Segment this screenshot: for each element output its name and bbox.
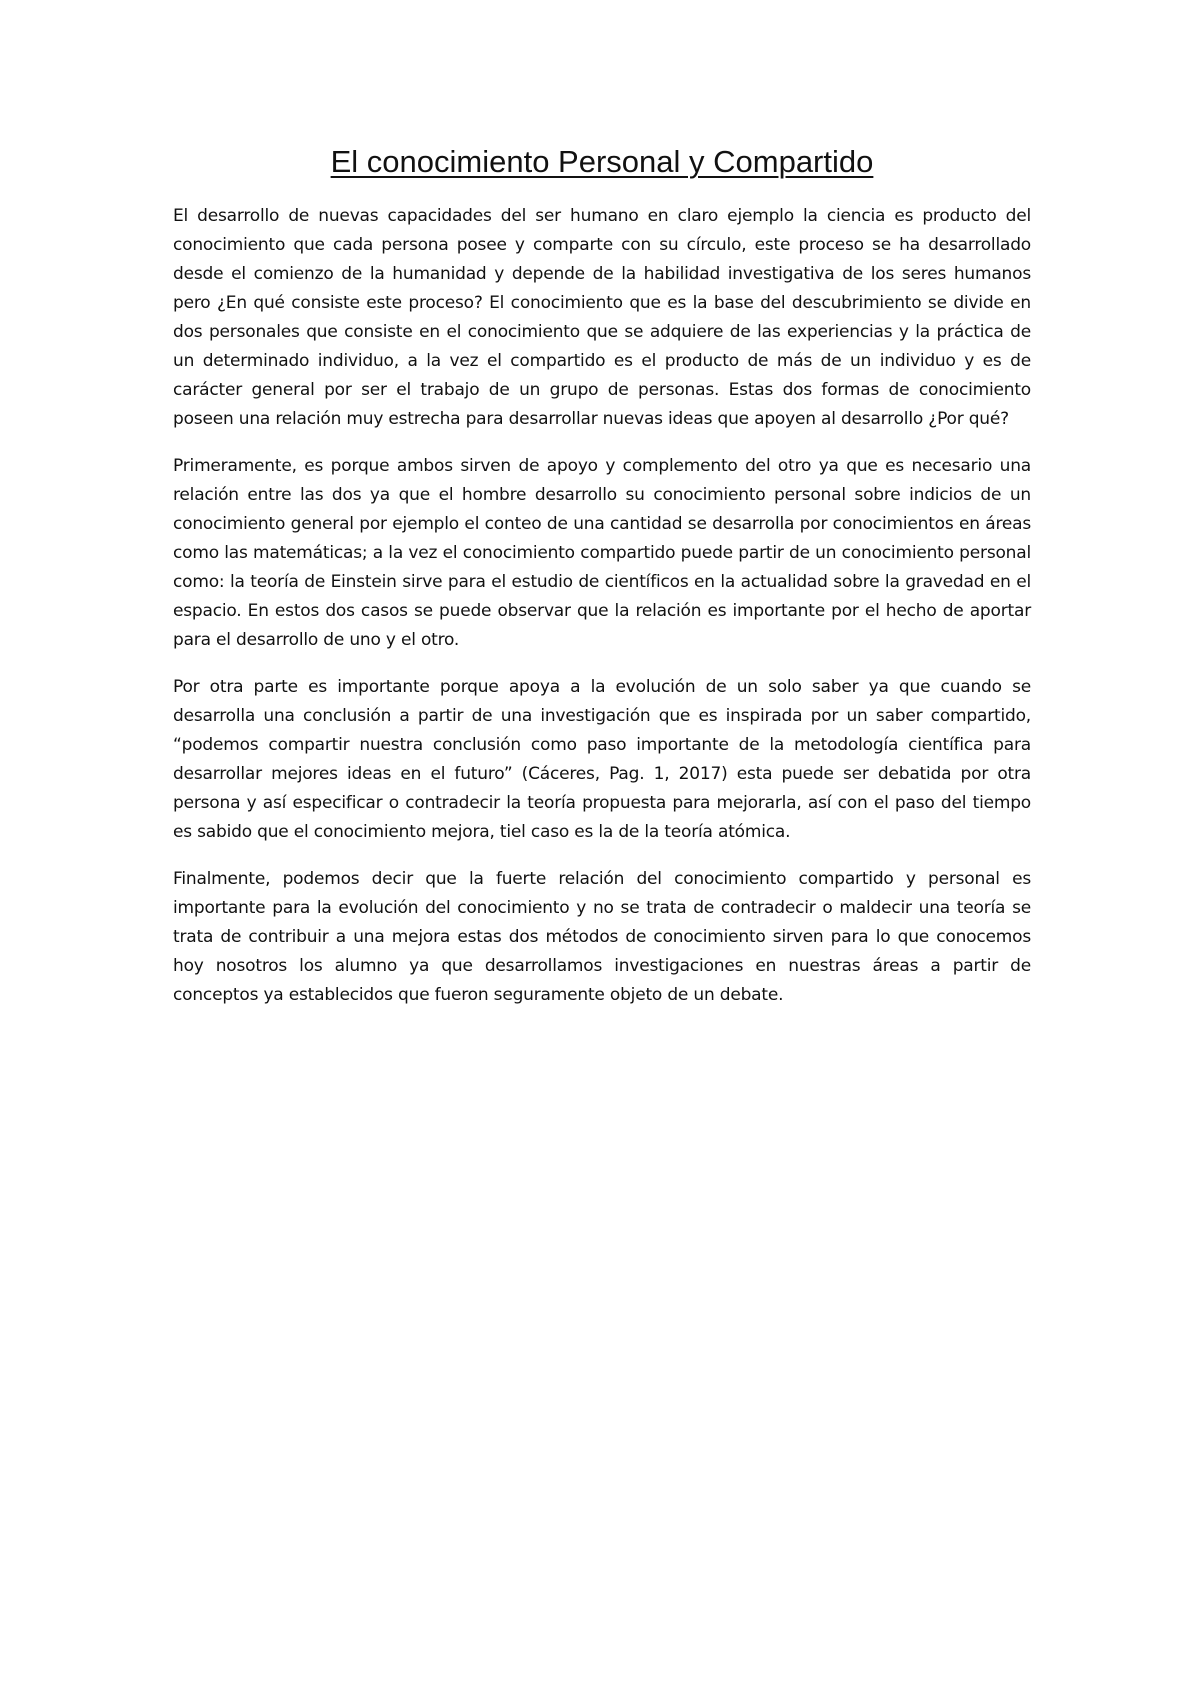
body-paragraph: Finalmente, podemos decir que la fuerte relación del conocimiento compartido y personal es importante para la evolución del conocimiento y no se trata de contradecir o maldecir una teoría se trata de contribuir a una mejora estas dos métodos de conocimiento sirven para lo que conocemos hoy nosotros los alumno ya que desarrollamos investigaciones en nuestras áreas a partir de conceptos ya establecidos que fueron seguramente objeto de un debate. <box>173 869 1031 1005</box>
body-paragraph: Por otra parte es importante porque apoya a la evolución de un solo saber ya que cuando se desarrolla una conclusión a partir de una investigación que es inspirada por un saber compartido, “podemos compartir nuestra conclusión como paso importante de la metodología científica para desarrollar mejores ideas en el futuro” (Cáceres, Pag. 1, 2017) esta puede ser debatida por otra persona y así especificar o contradecir la teoría propuesta para mejorarla, así con el paso del tiempo es sabido que el conocimiento mejora, tiel caso es la de la teoría atómica. <box>173 677 1031 842</box>
body-paragraph: El desarrollo de nuevas capacidades del ser humano en claro ejemplo la ciencia es producto del conocimiento que cada persona posee y comparte con su círculo, este proceso se ha desarrollado desde el comienzo de la humanidad y depende de la habilidad investigativa de los seres humanos pero ¿En qué consiste este proceso? El conocimiento que es la base del descubrimiento se divide en dos personales que consiste en el conocimiento que se adquiere de las experiencias y la práctica de un determinado individuo, a la vez el compartido es el producto de más de un individuo y es de carácter general por ser el trabajo de un grupo de personas. Estas dos formas de conocimiento poseen una relación muy estrecha para desarrollar nuevas ideas que apoyen al desarrollo ¿Por qué? <box>173 206 1031 429</box>
body-paragraph: Primeramente, es porque ambos sirven de apoyo y complemento del otro ya que es necesario una relación entre las dos ya que el hombre desarrollo su conocimiento personal sobre indicios de un conocimiento general por ejemplo el conteo de una cantidad se desarrolla por conocimientos en áreas como las matemáticas; a la vez el conocimiento compartido puede partir de un conocimiento personal como: la teoría de Einstein sirve para el estudio de científicos en la actualidad sobre la gravedad en el espacio. En estos dos casos se puede observar que la relación es importante por el hecho de aportar para el desarrollo de uno y el otro. <box>173 456 1031 650</box>
document-title: El conocimiento Personal y Compartido <box>330 144 874 179</box>
document-body <box>173 202 1031 1028</box>
